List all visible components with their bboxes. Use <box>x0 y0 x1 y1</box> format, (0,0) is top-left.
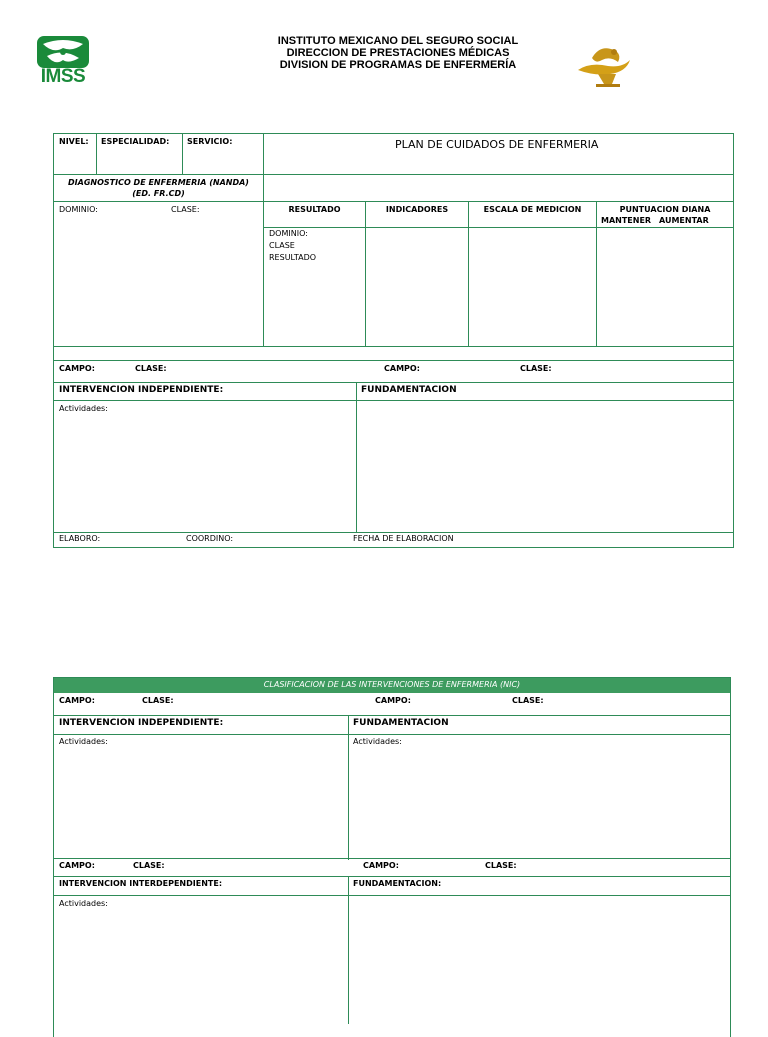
especialidad-label: ESPECIALIDAD: <box>101 137 170 146</box>
clase-label-2: CLASE: <box>520 364 552 373</box>
direction-title: DIRECCION DE PRESTACIONES MÉDICAS <box>286 47 510 59</box>
division-title: DIVISION DE PROGRAMAS DE ENFERMERÍA <box>279 59 517 71</box>
nic-clase-d: CLASE: <box>485 861 517 870</box>
diagnostico-label: DIAGNOSTICO DE ENFERMERIA (NANDA) <box>68 178 249 187</box>
form-title: PLAN DE CUIDADOS DE ENFERMERIA <box>395 138 599 151</box>
nic-clase-b: CLASE: <box>512 696 544 705</box>
dominio-label: DOMINIO: <box>59 205 98 214</box>
nic-banner: CLASIFICACION DE LAS INTERVENCIONES DE ENFERMERIA (NIC) <box>54 678 730 693</box>
nursing-lamp-emblem-icon <box>570 40 642 90</box>
institution-title: INSTITUTO MEXICANO DEL SEGURO SOCIAL <box>277 35 519 47</box>
nic-campo-a: CAMPO: <box>59 696 95 705</box>
nic-actividades-c: Actividades: <box>59 899 108 908</box>
resultado-resultado: RESULTADO <box>269 253 317 262</box>
campo-label-2: CAMPO: <box>384 364 420 373</box>
indicadores-header: INDICADORES <box>385 205 449 214</box>
logo-text: IMSS <box>40 66 86 87</box>
nic-fundamentacion-b: FUNDAMENTACION: <box>353 879 442 888</box>
nic-form <box>53 677 731 1037</box>
diagnostico-sub-label: (ED. FR.CD) <box>132 189 185 198</box>
intervencion-independiente-label: INTERVENCION INDEPENDIENTE: <box>59 385 224 395</box>
resultado-header: RESULTADO <box>288 205 341 214</box>
nic-campo-c: CAMPO: <box>59 861 95 870</box>
nic-fundamentacion-a: FUNDAMENTACION <box>353 718 449 728</box>
nic-actividades-b: Actividades: <box>353 737 402 746</box>
aumentar-label: AUMENTAR <box>659 216 709 225</box>
fundamentacion-label: FUNDAMENTACION <box>361 385 457 395</box>
nic-campo-b: CAMPO: <box>375 696 411 705</box>
nic-clase-c: CLASE: <box>133 861 165 870</box>
nic-campo-d: CAMPO: <box>363 861 399 870</box>
servicio-label: SERVICIO: <box>187 137 233 146</box>
nic-actividades-a: Actividades: <box>59 737 108 746</box>
nic-intervencion-interdependiente: INTERVENCION INTERDEPENDIENTE: <box>59 879 223 888</box>
fecha-elaboracion-label: FECHA DE ELABORACION <box>353 534 454 543</box>
elaboro-label: ELABORO: <box>59 534 101 543</box>
nivel-label: NIVEL: <box>59 137 89 146</box>
actividades-label: Actividades: <box>59 404 108 413</box>
nic-intervencion-independiente: INTERVENCION INDEPENDIENTE: <box>59 718 224 728</box>
resultado-clase: CLASE <box>269 241 295 250</box>
mantener-label: MANTENER <box>601 216 652 225</box>
nic-clase-a: CLASE: <box>142 696 174 705</box>
resultado-dominio: DOMINIO: <box>269 229 308 238</box>
clase-label-1: CLASE: <box>135 364 167 373</box>
campo-label-1: CAMPO: <box>59 364 95 373</box>
clase-label: CLASE: <box>171 205 200 214</box>
escala-header: ESCALA DE MEDICION <box>483 205 582 214</box>
coordino-label: COORDINO: <box>186 534 234 543</box>
puntuacion-header: PUNTUACION DIANA <box>619 205 711 214</box>
